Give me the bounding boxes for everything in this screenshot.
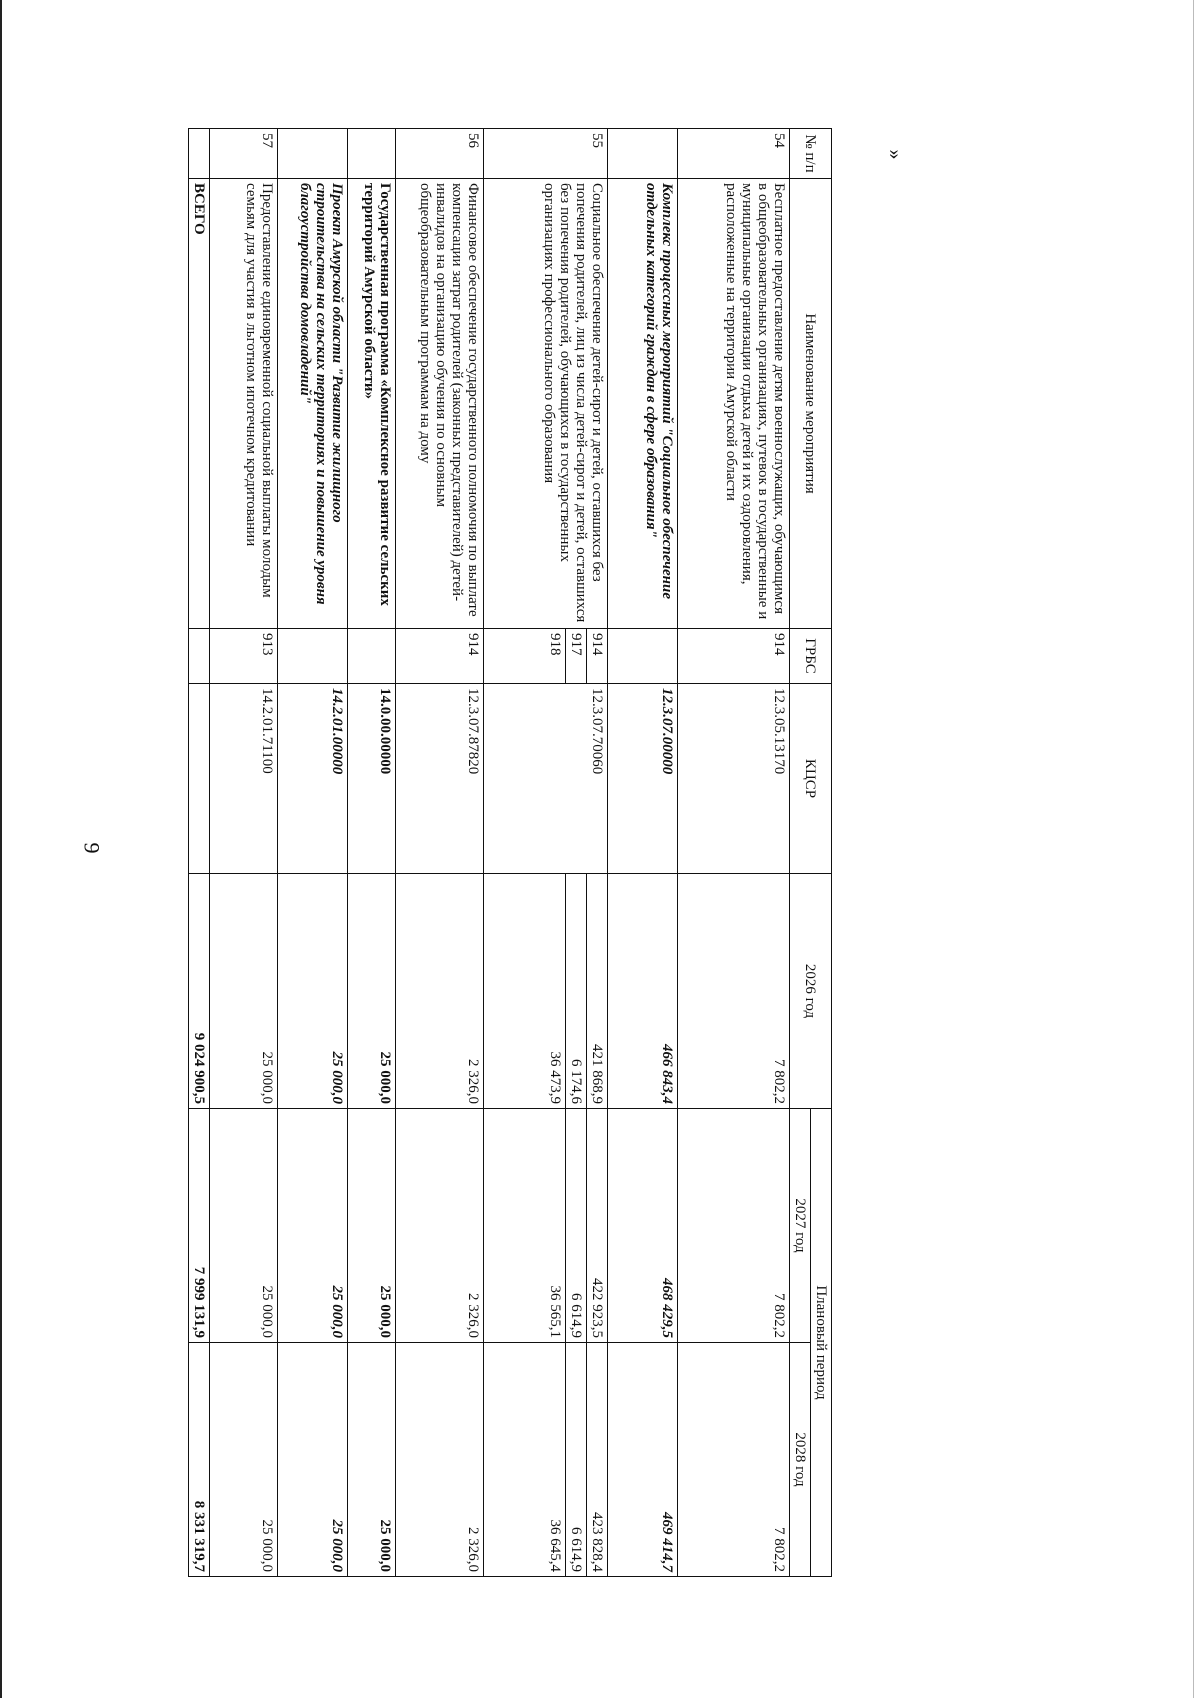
header-plan-period: Плановый период <box>811 1109 832 1577</box>
header-2028: 2028 год <box>790 1343 811 1577</box>
table-row: 57 Предоставление единовременной социальной выплаты молодым семьям для участия в льготном ипотечном кредитовании 913 14.2.01.71100 25 000,0 25 000,0 25 000,0 <box>210 129 278 1577</box>
table-row: Проект Амурской области "Развитие жилищного строительства на сельских территориях и повышение уровня благоустройства домовладений" 14.2.01.00000 25 000,0 25 000,0 25 000,0 <box>278 129 348 1577</box>
table-row: 55 Социальное обеспечение детей-сирот и детей, оставшихся без попечения родителей, лиц из числа детей-сирот и детей, оставшихся без попечения родителей, обучающихся в государственных организациях профессионального образования 914 12.3.07.70060 421 868,9 422 923,5 423 828,4 <box>587 129 608 1577</box>
scan-edge <box>1193 0 1194 1698</box>
header-num: № п/п <box>790 129 832 179</box>
header-grbs: ГРБС <box>790 629 832 684</box>
page-number: 9 <box>79 842 105 854</box>
table-row: Комплекс процессных мероприятий "Социальное обеспечение отдельных категорий граждан в сфере образования" 12.3.07.00000 466 843,4 468 429,5 469 414,7 <box>608 129 678 1577</box>
table-row: 54 Бесплатное предоставление детям военнослужащих, обучающимся в общеобразовательных организациях, путевок в государственные и муниципальные организации отдыха детей и их оздоровления, расположенные на территории Амурской области 914 12.3.05.13170 7 802,2 7 802,2 7 802,2 <box>678 129 790 1577</box>
table-row: 918 36 473,9 36 565,1 36 645,4 <box>484 129 566 1577</box>
header-2026: 2026 год <box>790 874 832 1109</box>
header-name: Наименование мероприятия <box>790 179 832 629</box>
table-row: 56 Финансовое обеспечение государственного полномочия по выплате компенсации затрат родителей (законных представителей) детей-инвалидов на организацию обучения по основным общеобразовательным программам на дому 914 12.3.07.87820 2 326,0 2 326,0 2 326,0 <box>396 129 484 1577</box>
rotated-table-container <box>188 128 832 1576</box>
scan-edge <box>0 0 2 1698</box>
table-row-total: ВСЕГО 9 024 900,5 7 999 131,9 8 331 319,7 <box>189 129 210 1577</box>
header-kcsr: КЦСР <box>790 684 832 874</box>
budget-table <box>188 128 832 1577</box>
closing-quote-mark: » <box>884 149 907 160</box>
table-row: Государственная программа «Комплексное развитие сельских территорий Амурской области» 14.0.00.00000 25 000,0 25 000,0 25 000,0 <box>348 129 396 1577</box>
header-2027: 2027 год <box>790 1109 811 1343</box>
table-row: 917 6 174,6 6 614,9 6 614,9 <box>566 129 587 1577</box>
